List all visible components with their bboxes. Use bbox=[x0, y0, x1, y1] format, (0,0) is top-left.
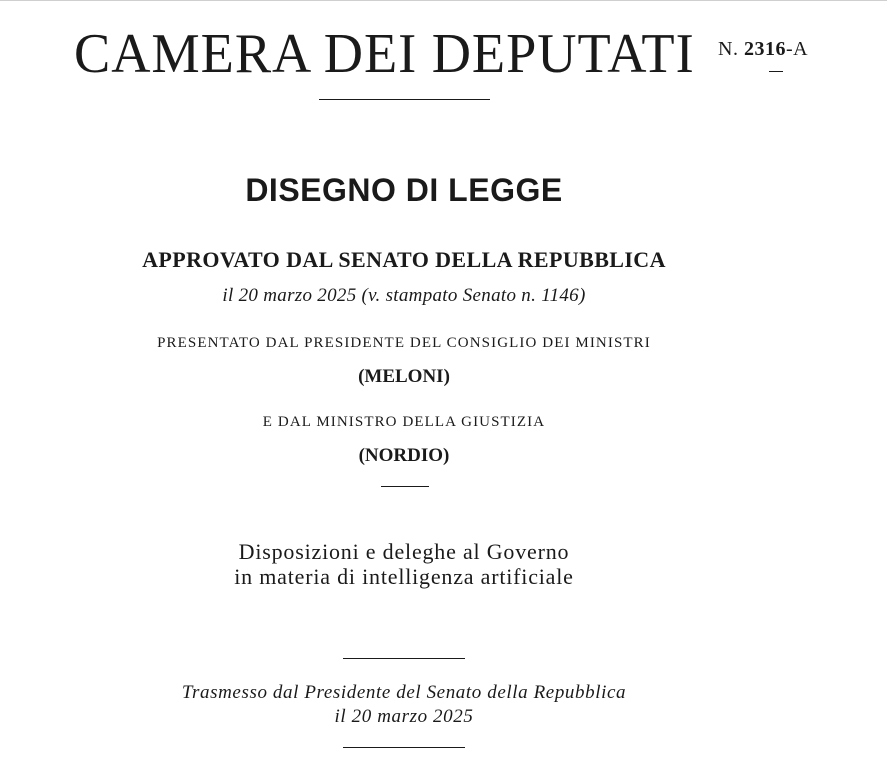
number-suffix: -A bbox=[785, 38, 809, 60]
subject-line-2: in materia di intelligenza artificiale bbox=[234, 564, 574, 589]
transmitted-line-1: Trasmesso dal Presidente del Senato della Repubblica bbox=[181, 682, 627, 703]
number-value: 2316 bbox=[743, 38, 786, 60]
transmitted-line-2: il 20 marzo 2025 bbox=[334, 706, 474, 727]
presented-by: PRESENTATO DAL PRESIDENTE DEL CONSIGLIO DEI MINISTRI bbox=[157, 335, 651, 351]
names-rule bbox=[381, 486, 429, 487]
header-rule bbox=[319, 99, 490, 100]
transmitted-rule-bottom bbox=[343, 747, 465, 748]
number-dash bbox=[769, 71, 783, 72]
approved-date: il 20 marzo 2025 (v. stampato Senato n. 1146) bbox=[222, 285, 586, 306]
document-number bbox=[718, 38, 808, 61]
transmitted-rule-top bbox=[343, 658, 465, 659]
top-border bbox=[0, 0, 887, 1]
chamber-title: CAMERA DEI DEPUTATI bbox=[74, 23, 695, 85]
subject-line-1: Disposizioni e deleghe al Governo bbox=[238, 539, 570, 564]
approved-by: APPROVATO DAL SENATO DELLA REPUBBLICA bbox=[142, 247, 666, 272]
document-type: DISEGNO DI LEGGE bbox=[245, 172, 563, 208]
presenter-name: (MELONI) bbox=[358, 366, 450, 387]
number-prefix: N. bbox=[718, 38, 744, 60]
minister-name: (NORDIO) bbox=[358, 445, 450, 466]
minister-line: E DAL MINISTRO DELLA GIUSTIZIA bbox=[262, 414, 546, 430]
